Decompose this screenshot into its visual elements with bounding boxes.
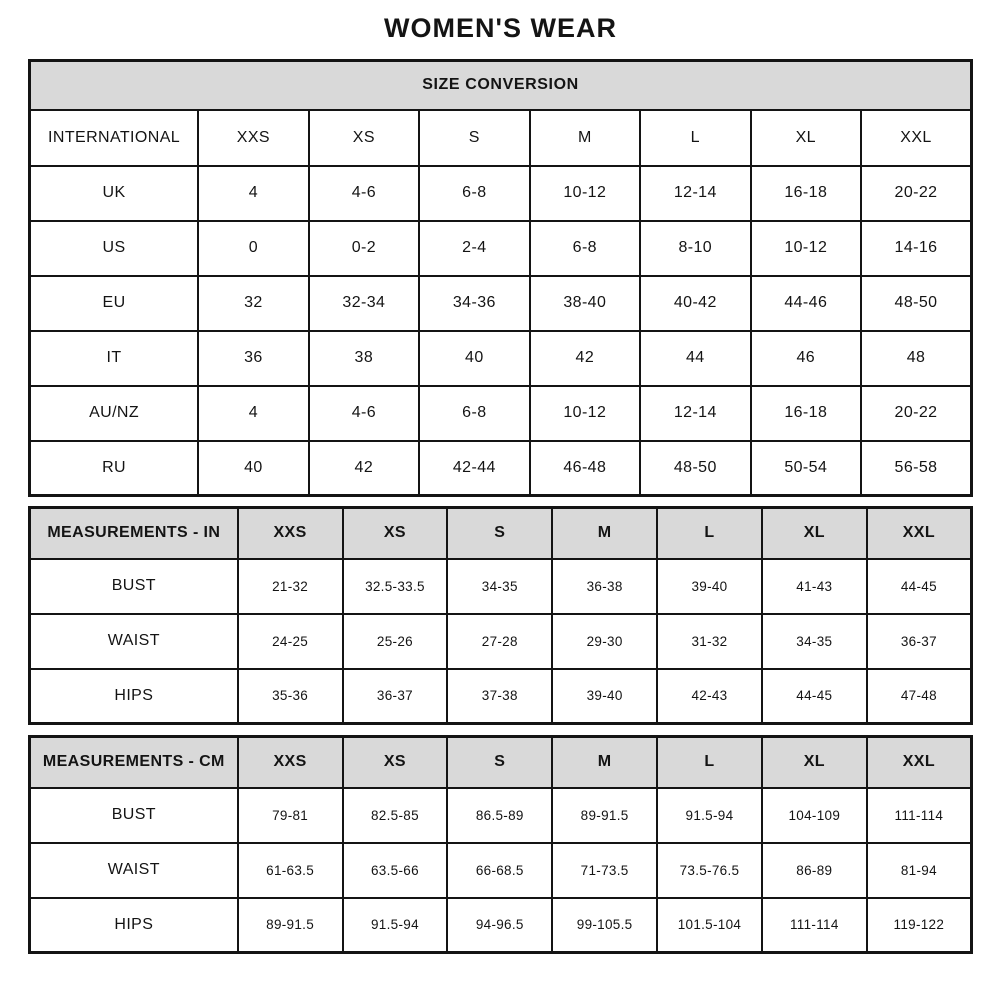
value-cell: 66-68.5 [447, 843, 552, 898]
value-cell: 14-16 [861, 221, 971, 276]
value-cell: 39-40 [552, 669, 657, 724]
value-cell: 111-114 [867, 788, 972, 843]
value-cell: 6-8 [419, 386, 529, 441]
value-cell: 46 [751, 331, 861, 386]
value-cell: 71-73.5 [552, 843, 657, 898]
row-header-column: INTERNATIONAL [30, 110, 199, 166]
column-header: S [447, 737, 552, 788]
table-row [30, 331, 972, 386]
column-header: M [552, 508, 657, 559]
table-row [30, 386, 972, 441]
value-cell: 48-50 [640, 441, 750, 496]
value-cell: 10-12 [530, 386, 640, 441]
value-cell: 36-37 [867, 614, 972, 669]
value-cell: 119-122 [867, 898, 972, 953]
value-cell: 91.5-94 [657, 788, 762, 843]
value-cell: 12-14 [640, 166, 750, 221]
value-cell: 12-14 [640, 386, 750, 441]
table-title-row [30, 61, 972, 110]
column-header: L [657, 508, 762, 559]
value-cell: 34-36 [419, 276, 529, 331]
value-cell: 10-12 [530, 166, 640, 221]
column-header: M [552, 737, 657, 788]
table-row [30, 898, 972, 953]
column-header: XXS [238, 737, 343, 788]
value-cell: 47-48 [867, 669, 972, 724]
column-header: M [530, 110, 640, 166]
value-cell: 25-26 [343, 614, 448, 669]
value-cell: 29-30 [552, 614, 657, 669]
value-cell: 40-42 [640, 276, 750, 331]
value-cell: 101.5-104 [657, 898, 762, 953]
column-header: XXL [861, 110, 971, 166]
value-cell: 32-34 [309, 276, 419, 331]
row-header-column: MEASUREMENTS - CM [30, 737, 238, 788]
value-cell: 34-35 [762, 614, 867, 669]
column-header: XL [751, 110, 861, 166]
value-cell: 44 [640, 331, 750, 386]
table-row [30, 276, 972, 331]
value-cell: 94-96.5 [447, 898, 552, 953]
value-cell: 44-46 [751, 276, 861, 331]
row-label: WAIST [30, 614, 238, 669]
row-label: BUST [30, 559, 238, 614]
column-header: XS [343, 508, 448, 559]
value-cell: 42-44 [419, 441, 529, 496]
value-cell: 48-50 [861, 276, 971, 331]
column-header-row [30, 737, 972, 788]
value-cell: 36-37 [343, 669, 448, 724]
value-cell: 4-6 [309, 386, 419, 441]
value-cell: 36 [198, 331, 308, 386]
value-cell: 86.5-89 [447, 788, 552, 843]
value-cell: 27-28 [447, 614, 552, 669]
value-cell: 86-89 [762, 843, 867, 898]
value-cell: 50-54 [751, 441, 861, 496]
value-cell: 42-43 [657, 669, 762, 724]
value-cell: 82.5-85 [343, 788, 448, 843]
column-header: XL [762, 737, 867, 788]
row-label: UK [30, 166, 199, 221]
value-cell: 56-58 [861, 441, 971, 496]
value-cell: 104-109 [762, 788, 867, 843]
value-cell: 0-2 [309, 221, 419, 276]
value-cell: 73.5-76.5 [657, 843, 762, 898]
row-label: HIPS [30, 669, 238, 724]
value-cell: 6-8 [530, 221, 640, 276]
value-cell: 48 [861, 331, 971, 386]
value-cell: 10-12 [751, 221, 861, 276]
value-cell: 63.5-66 [343, 843, 448, 898]
column-header: S [419, 110, 529, 166]
value-cell: 79-81 [238, 788, 343, 843]
column-header: XXL [867, 737, 972, 788]
value-cell: 91.5-94 [343, 898, 448, 953]
value-cell: 6-8 [419, 166, 529, 221]
value-cell: 21-32 [238, 559, 343, 614]
table-row [30, 441, 972, 496]
value-cell: 46-48 [530, 441, 640, 496]
value-cell: 41-43 [762, 559, 867, 614]
table-row [30, 788, 972, 843]
value-cell: 20-22 [861, 166, 971, 221]
value-cell: 89-91.5 [552, 788, 657, 843]
row-label: EU [30, 276, 199, 331]
column-header: XS [343, 737, 448, 788]
value-cell: 44-45 [762, 669, 867, 724]
value-cell: 89-91.5 [238, 898, 343, 953]
column-header: XS [309, 110, 419, 166]
value-cell: 31-32 [657, 614, 762, 669]
value-cell: 4-6 [309, 166, 419, 221]
table-row [30, 669, 972, 724]
value-cell: 20-22 [861, 386, 971, 441]
value-cell: 0 [198, 221, 308, 276]
value-cell: 16-18 [751, 166, 861, 221]
value-cell: 42 [530, 331, 640, 386]
column-header: S [447, 508, 552, 559]
table-row [30, 614, 972, 669]
value-cell: 2-4 [419, 221, 529, 276]
value-cell: 111-114 [762, 898, 867, 953]
column-header: XXS [238, 508, 343, 559]
value-cell: 34-35 [447, 559, 552, 614]
value-cell: 36-38 [552, 559, 657, 614]
table-row [30, 559, 972, 614]
column-header-row [30, 508, 972, 559]
value-cell: 16-18 [751, 386, 861, 441]
measurements-cm-table [28, 735, 973, 954]
value-cell: 81-94 [867, 843, 972, 898]
value-cell: 61-63.5 [238, 843, 343, 898]
value-cell: 40 [419, 331, 529, 386]
value-cell: 4 [198, 166, 308, 221]
size-conversion-table [28, 59, 973, 497]
value-cell: 35-36 [238, 669, 343, 724]
value-cell: 99-105.5 [552, 898, 657, 953]
value-cell: 4 [198, 386, 308, 441]
size-conversion-title: SIZE CONVERSION [30, 61, 972, 110]
value-cell: 38-40 [530, 276, 640, 331]
value-cell: 42 [309, 441, 419, 496]
row-label: AU/NZ [30, 386, 199, 441]
value-cell: 32.5-33.5 [343, 559, 448, 614]
column-header: XXS [198, 110, 308, 166]
column-header: XL [762, 508, 867, 559]
row-label: WAIST [30, 843, 238, 898]
page-title: WOMEN'S WEAR [384, 13, 617, 43]
column-header: L [640, 110, 750, 166]
row-label: US [30, 221, 199, 276]
value-cell: 40 [198, 441, 308, 496]
value-cell: 38 [309, 331, 419, 386]
row-label: BUST [30, 788, 238, 843]
value-cell: 8-10 [640, 221, 750, 276]
table-row [30, 166, 972, 221]
table-row [30, 843, 972, 898]
column-header: XXL [867, 508, 972, 559]
row-header-column: MEASUREMENTS - IN [30, 508, 238, 559]
measurements-in-table [28, 506, 973, 725]
row-label: HIPS [30, 898, 238, 953]
value-cell: 39-40 [657, 559, 762, 614]
value-cell: 37-38 [447, 669, 552, 724]
value-cell: 32 [198, 276, 308, 331]
value-cell: 24-25 [238, 614, 343, 669]
column-header-row [30, 110, 972, 166]
value-cell: 44-45 [867, 559, 972, 614]
column-header: L [657, 737, 762, 788]
row-label: IT [30, 331, 199, 386]
table-row [30, 221, 972, 276]
row-label: RU [30, 441, 199, 496]
